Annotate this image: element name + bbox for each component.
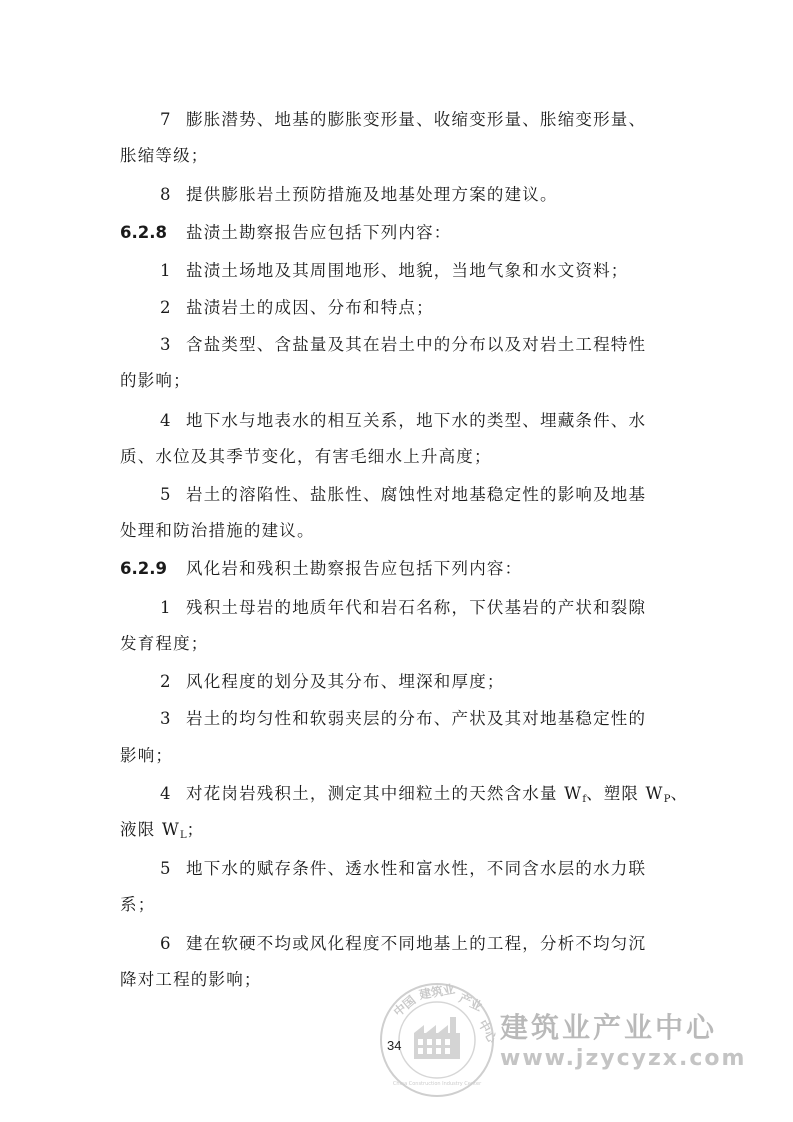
item-text: 胀缩等级； (120, 146, 209, 165)
list-item (160, 707, 646, 731)
list-item-4-moisture (160, 782, 688, 812)
list-item-7 (160, 108, 646, 132)
item-text: 含盐类型、含盐量及其在岩土中的分布以及对岩土工程特性 (186, 335, 647, 354)
item-number: 4 (160, 411, 172, 430)
list-item (160, 333, 646, 357)
item-number: 3 (160, 335, 172, 354)
list-item (160, 857, 646, 881)
item-text: 盐渍岩土的成因、分布和特点； (186, 298, 434, 317)
svg-text:建筑业: 建筑业 (418, 981, 456, 1002)
item-number: 6 (160, 934, 172, 953)
item-number: 8 (160, 185, 172, 204)
list-item-cont (120, 519, 315, 543)
item-text: 影响； (120, 746, 174, 765)
section-title: 风化岩和残积土勘察报告应包括下列内容： (186, 559, 523, 578)
item-text: 质、水位及其季节变化，有害毛细水上升高度； (120, 447, 492, 466)
item-number: 4 (160, 784, 172, 803)
item-number: 5 (160, 859, 172, 878)
list-item-cont (120, 744, 173, 768)
item-number: 7 (160, 110, 172, 129)
item-text: 膨胀潜势、地基的膨胀变形量、收缩变形量、胀缩变形量、 (186, 110, 647, 129)
item-text: 降对工程的影响； (120, 970, 262, 989)
list-item (160, 483, 646, 507)
item-number: 1 (160, 261, 172, 280)
item-number: 2 (160, 672, 172, 691)
list-item-cont (120, 632, 209, 656)
section-heading-6-2-9 (120, 557, 522, 581)
item-number: 3 (160, 709, 172, 728)
item-text: 提供膨胀岩土预防措施及地基处理方案的建议。 (186, 185, 558, 204)
subscript-f: f (582, 794, 587, 805)
item-text: ； (186, 820, 205, 839)
item-text: 系； (120, 895, 156, 914)
svg-text:China Construction Industry Ce: China Construction Industry Center (392, 1081, 482, 1087)
section-number: 6.2.8 (120, 223, 167, 242)
item-number: 1 (160, 598, 172, 617)
item-text: 盐渍土场地及其周围地形、地貌，当地气象和水文资料； (186, 261, 629, 280)
item-text: 残积土母岩的地质年代和岩石名称，下伏基岩的产状和裂隙 (186, 598, 647, 617)
item-text: 、塑限 W (586, 784, 664, 803)
list-item-cont (120, 893, 155, 917)
section-heading-6-2-8 (120, 221, 452, 245)
list-item (160, 259, 629, 283)
item-text: 、 (670, 784, 689, 803)
section-number: 6.2.9 (120, 559, 167, 578)
item-number: 2 (160, 298, 172, 317)
list-item-cont (120, 369, 191, 393)
subscript-l: L (180, 830, 187, 841)
list-item (160, 409, 646, 433)
watermark-url: www.jzycyzx.com (500, 1046, 747, 1071)
item-text: 地下水的赋存条件、透水性和富水性，不同含水层的水力联 (186, 859, 647, 878)
svg-text:中国: 中国 (390, 993, 419, 1020)
svg-text:产业: 产业 (456, 991, 485, 1014)
list-item (160, 932, 646, 956)
item-text: 的影响； (120, 371, 191, 390)
item-text: 岩土的均匀性和软弱夹层的分布、产状及其对地基稳定性的 (186, 709, 647, 728)
subscript-p: P (663, 794, 671, 805)
list-item-7-cont (120, 144, 209, 168)
list-item-cont (120, 818, 204, 848)
item-text: 地下水与地表水的相互关系，地下水的类型、埋藏条件、水 (186, 411, 647, 430)
item-text: 对花岗岩残积土，测定其中细粒土的天然含水量 W (186, 784, 583, 803)
svg-text:中心: 中心 (475, 1017, 500, 1046)
section-title: 盐渍土勘察报告应包括下列内容： (186, 223, 452, 242)
list-item-cont (120, 445, 492, 469)
item-text: 发育程度； (120, 634, 209, 653)
item-number: 5 (160, 485, 172, 504)
item-text: 液限 W (120, 820, 181, 839)
item-text: 处理和防治措施的建议。 (120, 521, 315, 540)
list-item (160, 670, 505, 694)
list-item (160, 296, 434, 320)
list-item-8 (160, 183, 558, 207)
watermark-title: 建筑业产业中心 (500, 1011, 718, 1044)
item-text: 岩土的溶陷性、盐胀性、腐蚀性对地基稳定性的影响及地基 (186, 485, 647, 504)
list-item (160, 596, 646, 620)
list-item-cont (120, 968, 262, 992)
page-number: 34 (387, 1038, 402, 1053)
item-text: 建在软硬不均或风化程度不同地基上的工程，分析不均匀沉 (186, 934, 647, 953)
item-text: 风化程度的划分及其分布、埋深和厚度； (186, 672, 505, 691)
